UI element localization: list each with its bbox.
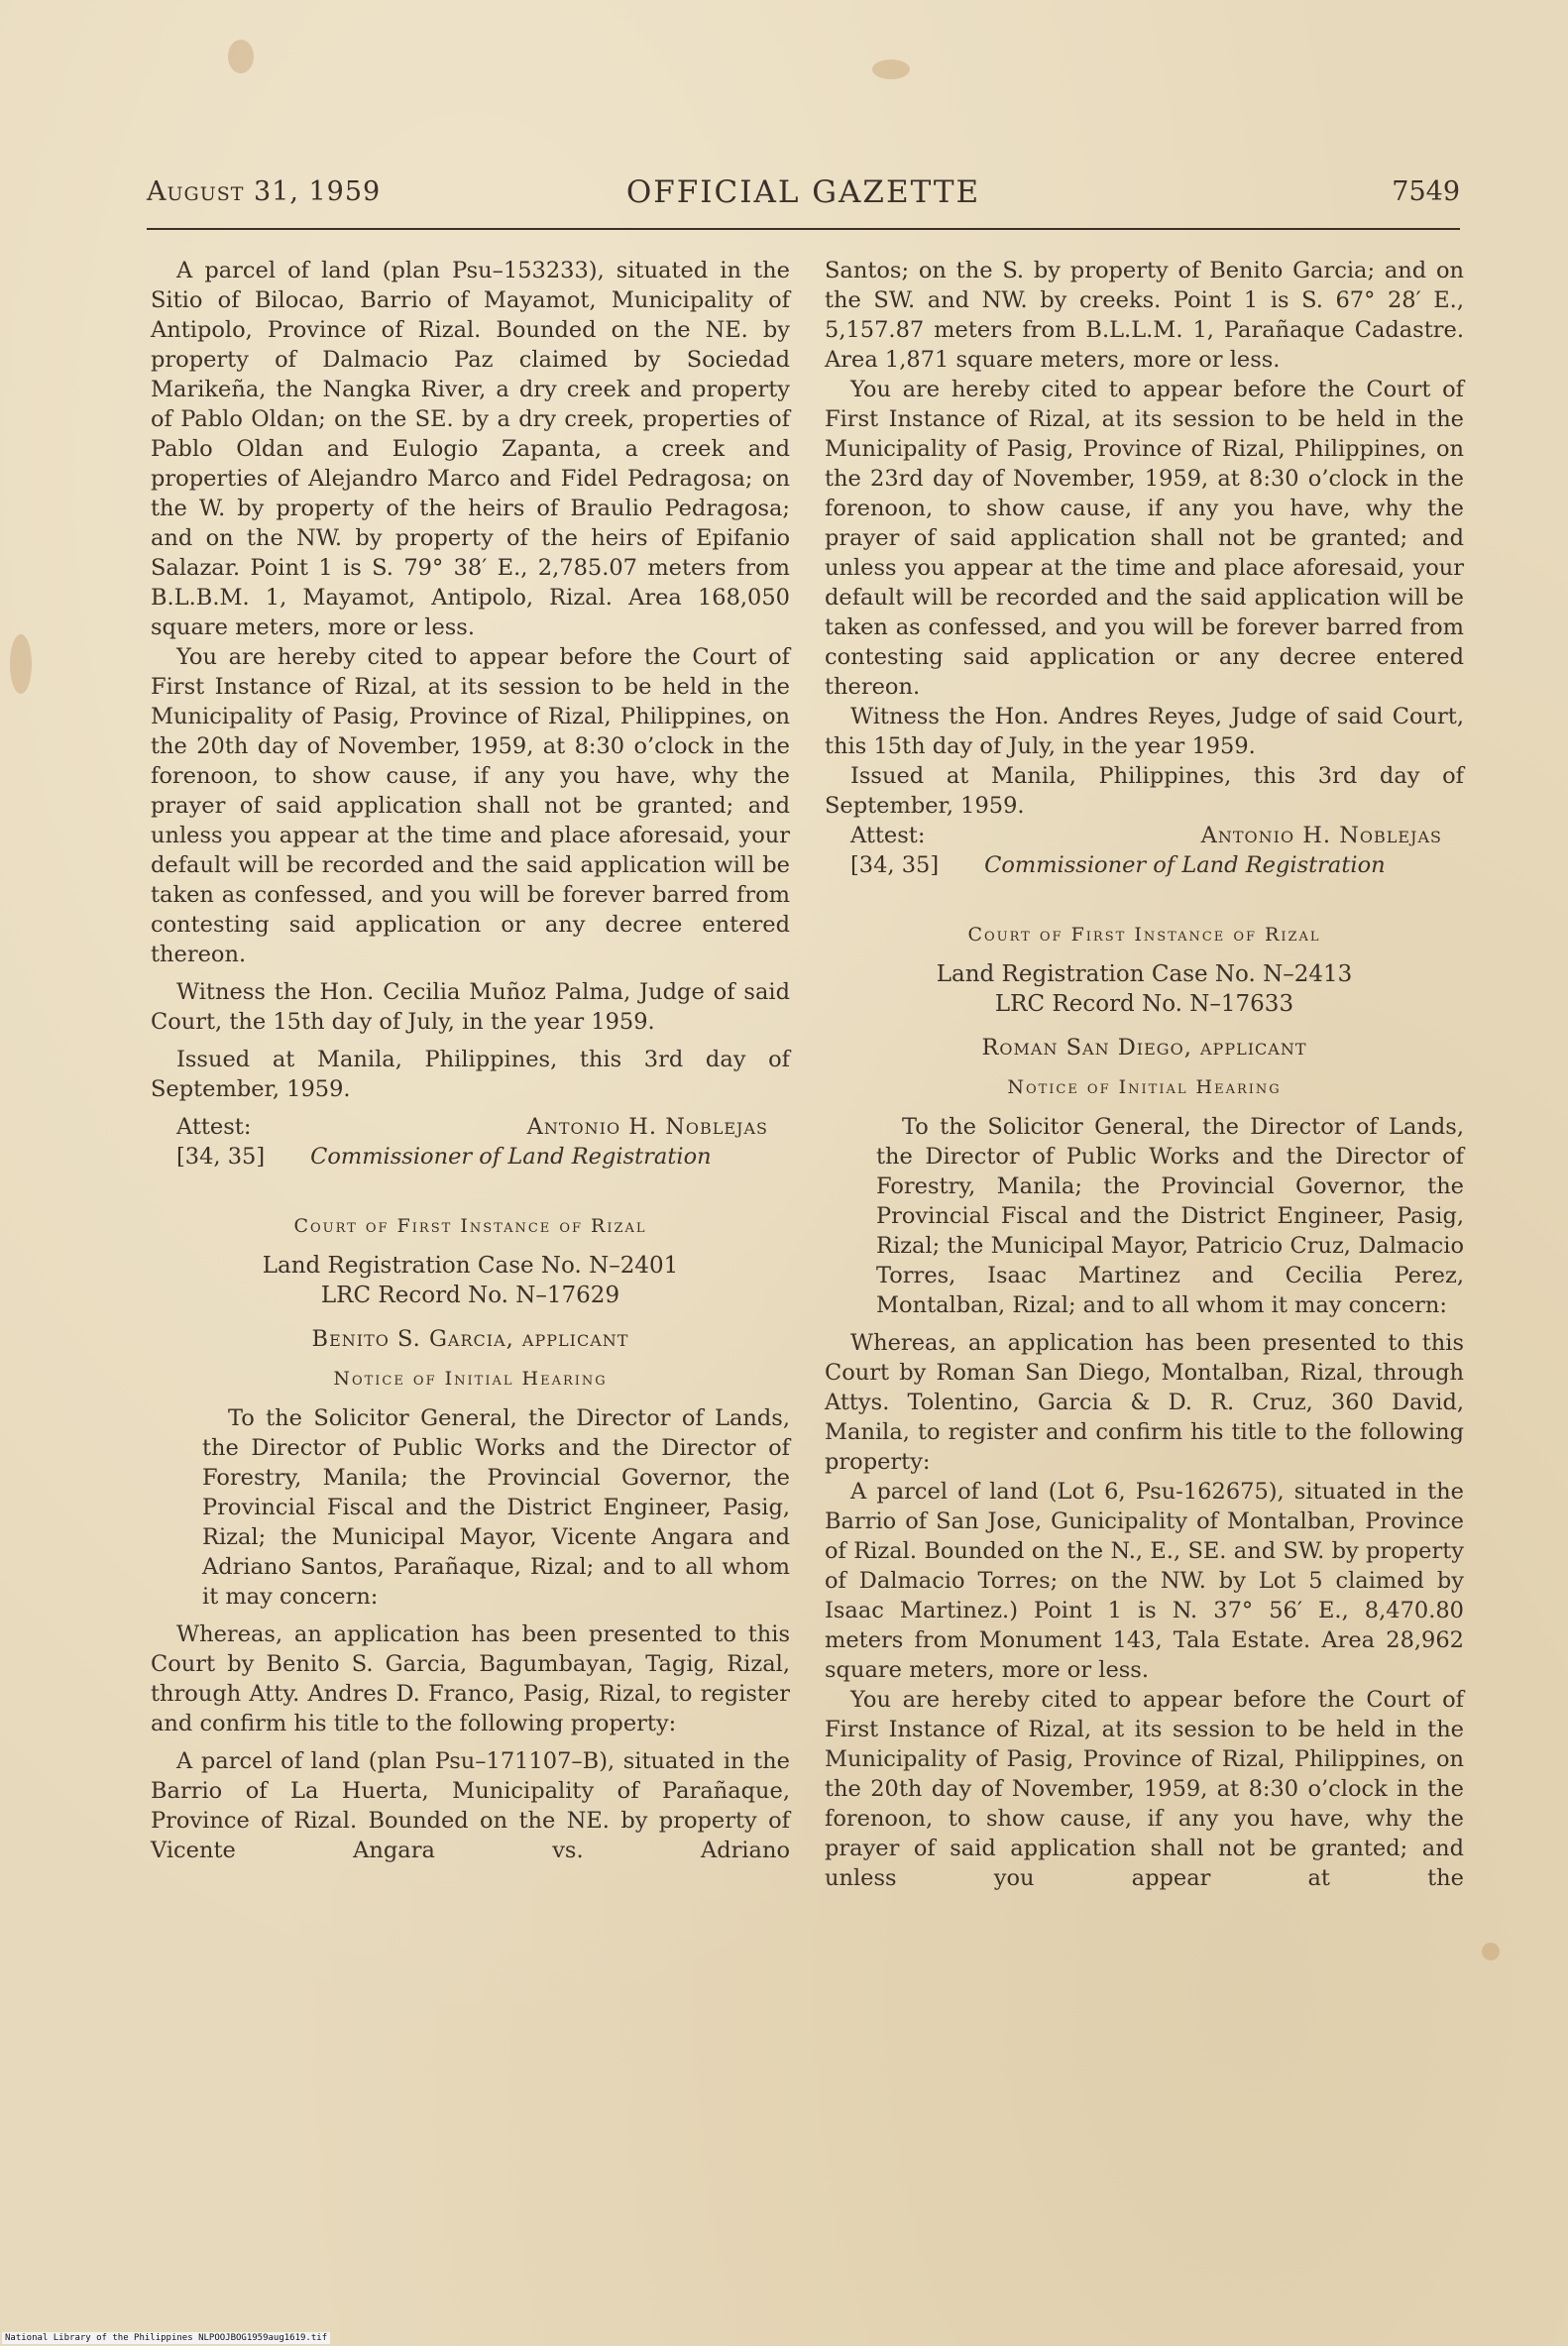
attest-label: Attest:: [176, 1114, 252, 1140]
addressees-paragraph: To the Solicitor General, the Director of Lands, the Director of Public Works and the Director of Forestry, Manila; the Provincial Governor, the Provincial Fiscal and the District Engineer, Pasig, Rizal; the Municipal Mayor, Vicente Angara and Adriano Santos, Parañaque, Rizal; and to all whom it may concern:: [202, 1405, 790, 1610]
page-number: 7549: [1392, 176, 1460, 207]
witness-paragraph: Witness the Hon. Cecilia Muñoz Palma, Judge of said Court, the 15th day of July, in the year 1959.: [151, 979, 790, 1035]
issued-paragraph: Issued at Manila, Philippines, this 3rd day of September, 1959.: [151, 1047, 790, 1102]
paper-stain: [872, 59, 910, 79]
attest-line: [151, 1112, 790, 1142]
applicant-name: Roman San Diego, applicant: [981, 1035, 1307, 1061]
lrc-record: LRC Record No. N–17633: [994, 991, 1294, 1017]
attest-signatory: Antonio H. Noblejas: [1200, 823, 1442, 848]
left-column: [151, 256, 790, 1865]
issued-paragraph: Issued at Manila, Philippines, this 3rd day of September, 1959.: [825, 763, 1464, 819]
whereas-paragraph: Whereas, an application has been presented to this Court by Benito S. Garcia, Bagumbayan, Tagig, Rizal, through Atty. Andres D. Franco, Pasig, Rizal, to register and confirm his title to the following property:: [151, 1621, 790, 1736]
case-number: Land Registration Case No. N–2413: [936, 961, 1353, 987]
reference-number: [34, 35]: [176, 1144, 266, 1170]
citation-paragraph: You are hereby cited to appear before the Court of First Instance of Rizal, at its session to be held in the Municipality of Pasig, Province of Rizal, Philippines, on the 20th day of November, 1959, at 8:30 o’clock in the forenoon, to show cause, if any you have, why the prayer of said application shall not be granted; and unless you appear at the time and place aforesaid, your default will be recorded and the said application will be taken as confessed, and you will be forever barred from contesting said application or any decree entered thereon.: [151, 644, 790, 967]
paper-stain: [1482, 1943, 1500, 1960]
land-description-2: A parcel of land (plan Psu–171107–B), situated in the Barrio of La Huerta, Municipality of Parañaque, Province of Rizal. Bounded on the NE. by property of Vicente Angara vs. Adriano: [151, 1748, 790, 1863]
paper-stain: [228, 40, 254, 73]
commissioner-title: Commissioner of Land Registration: [984, 852, 1386, 878]
page-header: [147, 170, 1460, 220]
header-rule: [147, 228, 1460, 230]
lrc-record: LRC Record No. N–17629: [320, 1283, 620, 1308]
citation-paragraph: You are hereby cited to appear before the Court of First Instance of Rizal, at its session to be held in the Municipality of Pasig, Province of Rizal, Philippines, on the 23rd day of November, 1959, at 8:30 o’clock in the forenoon, to show cause, if any you have, why the prayer of said application shall not be granted; and unless you appear at the time and place aforesaid, your default will be recorded and the said application will be taken as confessed, and you will be forever barred from contesting said application or any decree entered thereon.: [825, 377, 1464, 700]
continued-paragraph: Santos; on the S. by property of Benito Garcia; and on the SW. and NW. by creeks. Point 1 is S. 67° 28′ E., 5,157.87 meters from B.L.L.M. 1, Parañaque Cadastre. Area 1,871 square meters, more or less.: [825, 258, 1464, 373]
commissioner-title: Commissioner of Land Registration: [310, 1144, 712, 1170]
paper-stain: [10, 634, 32, 694]
court-heading: Court of First Instance of Rizal: [293, 1215, 647, 1237]
attest-signatory: Antonio H. Noblejas: [526, 1114, 768, 1140]
citation-paragraph-2: You are hereby cited to appear before the Court of First Instance of Rizal, at its session to be held in the Municipality of Pasig, Province of Rizal, Philippines, on the 20th day of November, 1959, at 8:30 o’clock in the forenoon, to show cause, if any you have, why the prayer of said application shall not be granted; and unless you appear at the: [825, 1687, 1464, 1891]
header-date: August 31, 1959: [147, 176, 382, 207]
right-column: [825, 256, 1464, 1893]
land-description: A parcel of land (plan Psu–153233), situated in the Sitio of Bilocao, Barrio of Mayamot, Municipality of Antipolo, Province of Rizal. Bounded on the NE. by property of Dalmacio Paz claimed by Sociedad Marikeña, the Nangka River, a dry creek and property of Pablo Oldan; on the SE. by a dry creek, properties of Pablo Oldan and Eulogio Zapanta, a creek and properties of Alejandro Marco and Fidel Pedragosa; on the W. by property of the heirs of Braulio Pedragosa; and on the NW. by property of the heirs of Epifanio Salazar. Point 1 is S. 79° 38′ E., 2,785.07 meters from B.L.B.M. 1, Mayamot, Antipolo, Rizal. Area 168,050 square meters, more or less.: [151, 258, 790, 640]
witness-paragraph: Witness the Hon. Andres Reyes, Judge of said Court, this 15th day of July, in the year 1959.: [825, 704, 1464, 759]
land-description: A parcel of land (Lot 6, Psu-162675), situated in the Barrio of San Jose, Gunicipality of Montalban, Province of Rizal. Bounded on the N., E., SE. and SW. by property of Dalmacio Torres; on the NW. by Lot 5 claimed by Isaac Martinez.) Point 1 is N. 37° 56′ E., 8,470.80 meters from Monument 143, Tala Estate. Area 28,962 square meters, more or less.: [825, 1479, 1464, 1683]
publication-title: OFFICIAL GAZETTE: [625, 174, 981, 210]
attest-label: Attest:: [850, 823, 926, 848]
commissioner-line: [825, 850, 1464, 880]
case-number: Land Registration Case No. N–2401: [262, 1253, 679, 1279]
notice-heading: Notice of Initial Hearing: [1007, 1076, 1282, 1098]
addressees-paragraph: To the Solicitor General, the Director of Lands, the Director of Public Works and the Director of Forestry, Manila; the Provincial Governor, the Provincial Fiscal and the District Engineer, Pasig, Rizal; the Municipal Mayor, Patricio Cruz, Dalmacio Torres, Isaac Martinez and Cecilia Perez, Montalban, Rizal; and to all whom it may concern:: [876, 1114, 1464, 1318]
applicant-name: Benito S. Garcia, applicant: [311, 1326, 629, 1352]
whereas-paragraph: Whereas, an application has been presented to this Court by Roman San Diego, Montalban, Rizal, through Attys. Tolentino, Garcia & D. R. Cruz, 360 David, Manila, to register and confirm his title to the following property:: [825, 1330, 1464, 1475]
commissioner-line: [151, 1142, 790, 1172]
reference-number: [34, 35]: [850, 852, 940, 878]
scan-footer: National Library of the Philippines NLPOOJBOG1959aug1619.tif: [2, 2332, 330, 2344]
attest-line: [825, 821, 1464, 850]
court-heading: Court of First Instance of Rizal: [967, 924, 1321, 946]
notice-heading: Notice of Initial Hearing: [333, 1368, 608, 1390]
